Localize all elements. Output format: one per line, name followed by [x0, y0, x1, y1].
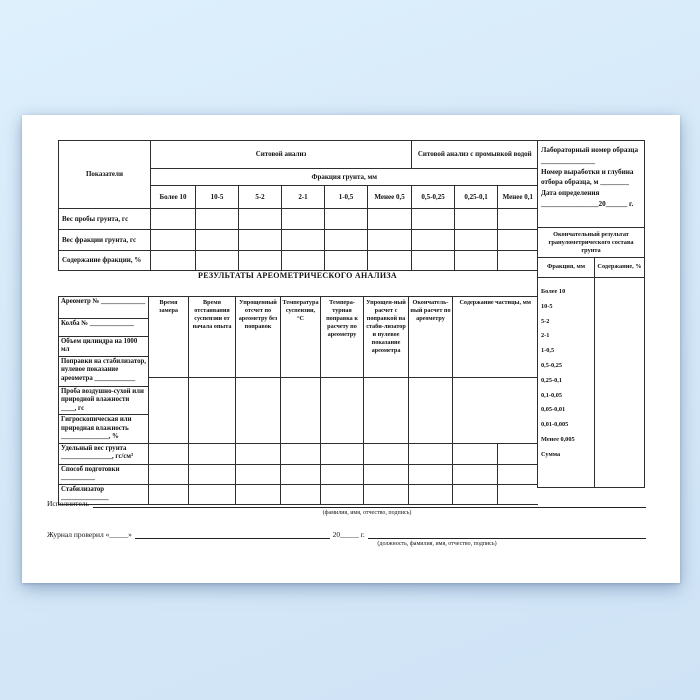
- executor-row: [47, 499, 646, 508]
- fraction-list: [538, 278, 595, 487]
- areo-section-title: РЕЗУЛЬТАТЫ АРЕОМЕТРИЧЕСКОГО АНАЛИЗА: [198, 271, 397, 280]
- empty-cell: [412, 230, 455, 251]
- empty-cell: [368, 230, 412, 251]
- sieve-analysis-table: [58, 140, 538, 271]
- indicators-header: Показатели: [59, 141, 151, 209]
- empty-cell: [236, 443, 281, 464]
- areo-label: Гигроскопическая или природная влажность ______________, %: [59, 415, 149, 443]
- areo-col-header: Упрощенный отсчет по ареометру без поправок: [236, 297, 281, 378]
- areo-col-header: Темпера-турная поправка к расчету по ареометру: [321, 297, 364, 378]
- journal-label: Журнал проверил «_____»: [47, 530, 132, 539]
- empty-cell: [498, 251, 538, 271]
- areo-col-header: Окончатель-ный расчет по ареометру: [409, 297, 453, 378]
- empty-cell: [321, 464, 364, 484]
- date-label: Дата определения: [541, 189, 600, 198]
- fraction-col-header: Фракция, мм: [538, 258, 595, 277]
- empty-cell: [498, 443, 538, 464]
- empty-cell: [149, 464, 189, 484]
- empty-cell: [196, 251, 239, 271]
- col-header: 0,5-0,25: [412, 186, 455, 209]
- fraction-item: 0,25-0,1: [541, 376, 562, 384]
- fraction-item: 0,1-0,05: [541, 391, 562, 399]
- empty-cell: [149, 377, 189, 443]
- fraction-item: Более 10: [541, 288, 566, 295]
- areo-col-header: Содержание частицы, мм: [453, 297, 538, 378]
- lab-number-line: Лабораторный номер образца _______________: [541, 146, 639, 165]
- empty-cell: [149, 443, 189, 464]
- fraction-item: 5-2: [541, 317, 550, 325]
- empty-cell: [281, 377, 321, 443]
- empty-cell: [368, 209, 412, 230]
- fraction-item: 2-1: [541, 332, 550, 340]
- empty-cell: [498, 209, 538, 230]
- areo-label: Колба № _____________: [59, 319, 149, 337]
- fraction-item: 0,01-0,005: [541, 421, 569, 429]
- col-header: 0,25-0,1: [455, 186, 498, 209]
- empty-cell: [321, 443, 364, 464]
- empty-cell: [321, 377, 364, 443]
- empty-cell: [409, 464, 453, 484]
- col-header: 10-5: [196, 186, 239, 209]
- empty-cell: [189, 443, 236, 464]
- content-col-header: Содержание, %: [597, 263, 642, 270]
- empty-cell: [409, 377, 453, 443]
- empty-cell: [455, 230, 498, 251]
- empty-cell: [282, 209, 325, 230]
- fraction-item: Сумма: [541, 450, 561, 458]
- journal-year: 20_____ г.: [332, 530, 365, 539]
- row-label: Вес фракции грунта, гс: [59, 230, 151, 251]
- empty-cell: [151, 230, 196, 251]
- row-label: Вес пробы грунта, гс: [59, 209, 151, 230]
- empty-cell: [196, 209, 239, 230]
- empty-cell: [189, 377, 236, 443]
- empty-cell: [325, 230, 368, 251]
- areo-col-header: Упрощен-ный расчет с поправкой на стаби-лизатор и нулевое показание ареометра: [364, 297, 409, 378]
- empty-cell: [364, 443, 409, 464]
- fraction-item: 0,05-0,01: [541, 406, 566, 414]
- empty-cell: [189, 464, 236, 484]
- final-result-title: Окончательный результат гранулометрического состава грунта: [538, 228, 644, 258]
- areo-label: Объем цилиндра на 1000 мл: [59, 337, 149, 357]
- empty-cell: [409, 443, 453, 464]
- empty-cell: [455, 209, 498, 230]
- col-header: 5-2: [239, 186, 282, 209]
- areo-label: Стабилизатор ______________: [59, 484, 149, 504]
- empty-cell: [412, 209, 455, 230]
- fraction-item: 0,5-0,25: [541, 361, 562, 369]
- empty-cell: [151, 209, 196, 230]
- empty-cell: [239, 209, 282, 230]
- areo-col-header: Время замера: [149, 297, 189, 378]
- empty-cell: [325, 209, 368, 230]
- final-result-body: [538, 278, 644, 487]
- empty-cell: [236, 377, 281, 443]
- col-header: Менее 0,1: [498, 186, 538, 209]
- empty-cell: [453, 377, 538, 443]
- sieve-washed-header: Ситовой анализ с промывкой водой: [412, 141, 538, 169]
- content-empty-cell: [595, 278, 644, 487]
- col-header: 1-0,5: [325, 186, 368, 209]
- col-header: Более 10: [151, 186, 196, 209]
- lab-info-block: [538, 141, 644, 228]
- areo-col-header: Время отстаивания суспензии от начала опыта: [189, 297, 236, 378]
- empty-cell: [239, 230, 282, 251]
- final-result-col-headers: [538, 258, 644, 278]
- empty-cell: [498, 230, 538, 251]
- journal-row: [47, 530, 646, 539]
- sieve-analysis-header: Ситовой анализ: [151, 141, 412, 169]
- areo-col-header: Температура суспензии, °С: [281, 297, 321, 378]
- executor-label: Исполнитель: [47, 499, 89, 508]
- executor-blank-line: [93, 499, 646, 508]
- empty-cell: [364, 464, 409, 484]
- col-header: Менее 0,5: [368, 186, 412, 209]
- journal-signature-line: [368, 530, 646, 539]
- empty-cell: [282, 251, 325, 271]
- empty-cell: [282, 230, 325, 251]
- empty-cell: [364, 377, 409, 443]
- areo-label: Проба воздушно-сухой или природной влажности ____, гс: [59, 386, 149, 414]
- areo-label: Способ подготовки __________: [59, 464, 149, 484]
- empty-cell: [239, 251, 282, 271]
- form-page: [22, 115, 680, 583]
- fraction-item: 10-5: [541, 302, 553, 310]
- empty-cell: [455, 251, 498, 271]
- empty-cell: [151, 251, 196, 271]
- empty-cell: [453, 443, 498, 464]
- right-column: [537, 140, 645, 488]
- areometric-analysis-table: [58, 296, 538, 505]
- areo-label: Удельный вес грунта _______________, гс/см³: [59, 443, 149, 464]
- empty-cell: [453, 464, 498, 484]
- empty-cell: [325, 251, 368, 271]
- empty-cell: [412, 251, 455, 271]
- row-label: Содержание фракции, %: [59, 251, 151, 271]
- fraction-header: Фракция грунта, мм: [151, 169, 538, 186]
- empty-cell: [236, 464, 281, 484]
- empty-cell: [498, 464, 538, 484]
- journal-caption: (должность, фамилия, имя, отчество, подпись): [377, 541, 497, 547]
- executor-caption: (фамилия, имя, отчество, подпись): [322, 510, 412, 516]
- col-header: 2-1: [282, 186, 325, 209]
- empty-cell: [368, 251, 412, 271]
- empty-cell: [281, 464, 321, 484]
- empty-cell: [281, 443, 321, 464]
- fraction-item: 1-0,5: [541, 347, 555, 355]
- borehole-line: Номер выработки и глубина отбора образца, м ________: [541, 167, 634, 187]
- empty-cell: [196, 230, 239, 251]
- journal-blank-line: [135, 530, 330, 539]
- areo-label: Поправки на стабилизатор, нулевое показание ареометра ____________: [59, 356, 149, 386]
- areo-label: Ареометр № _____________: [59, 297, 149, 319]
- date-blank-line: ________________20______ г.: [541, 199, 634, 208]
- fraction-item: Менее 0,005: [541, 435, 575, 443]
